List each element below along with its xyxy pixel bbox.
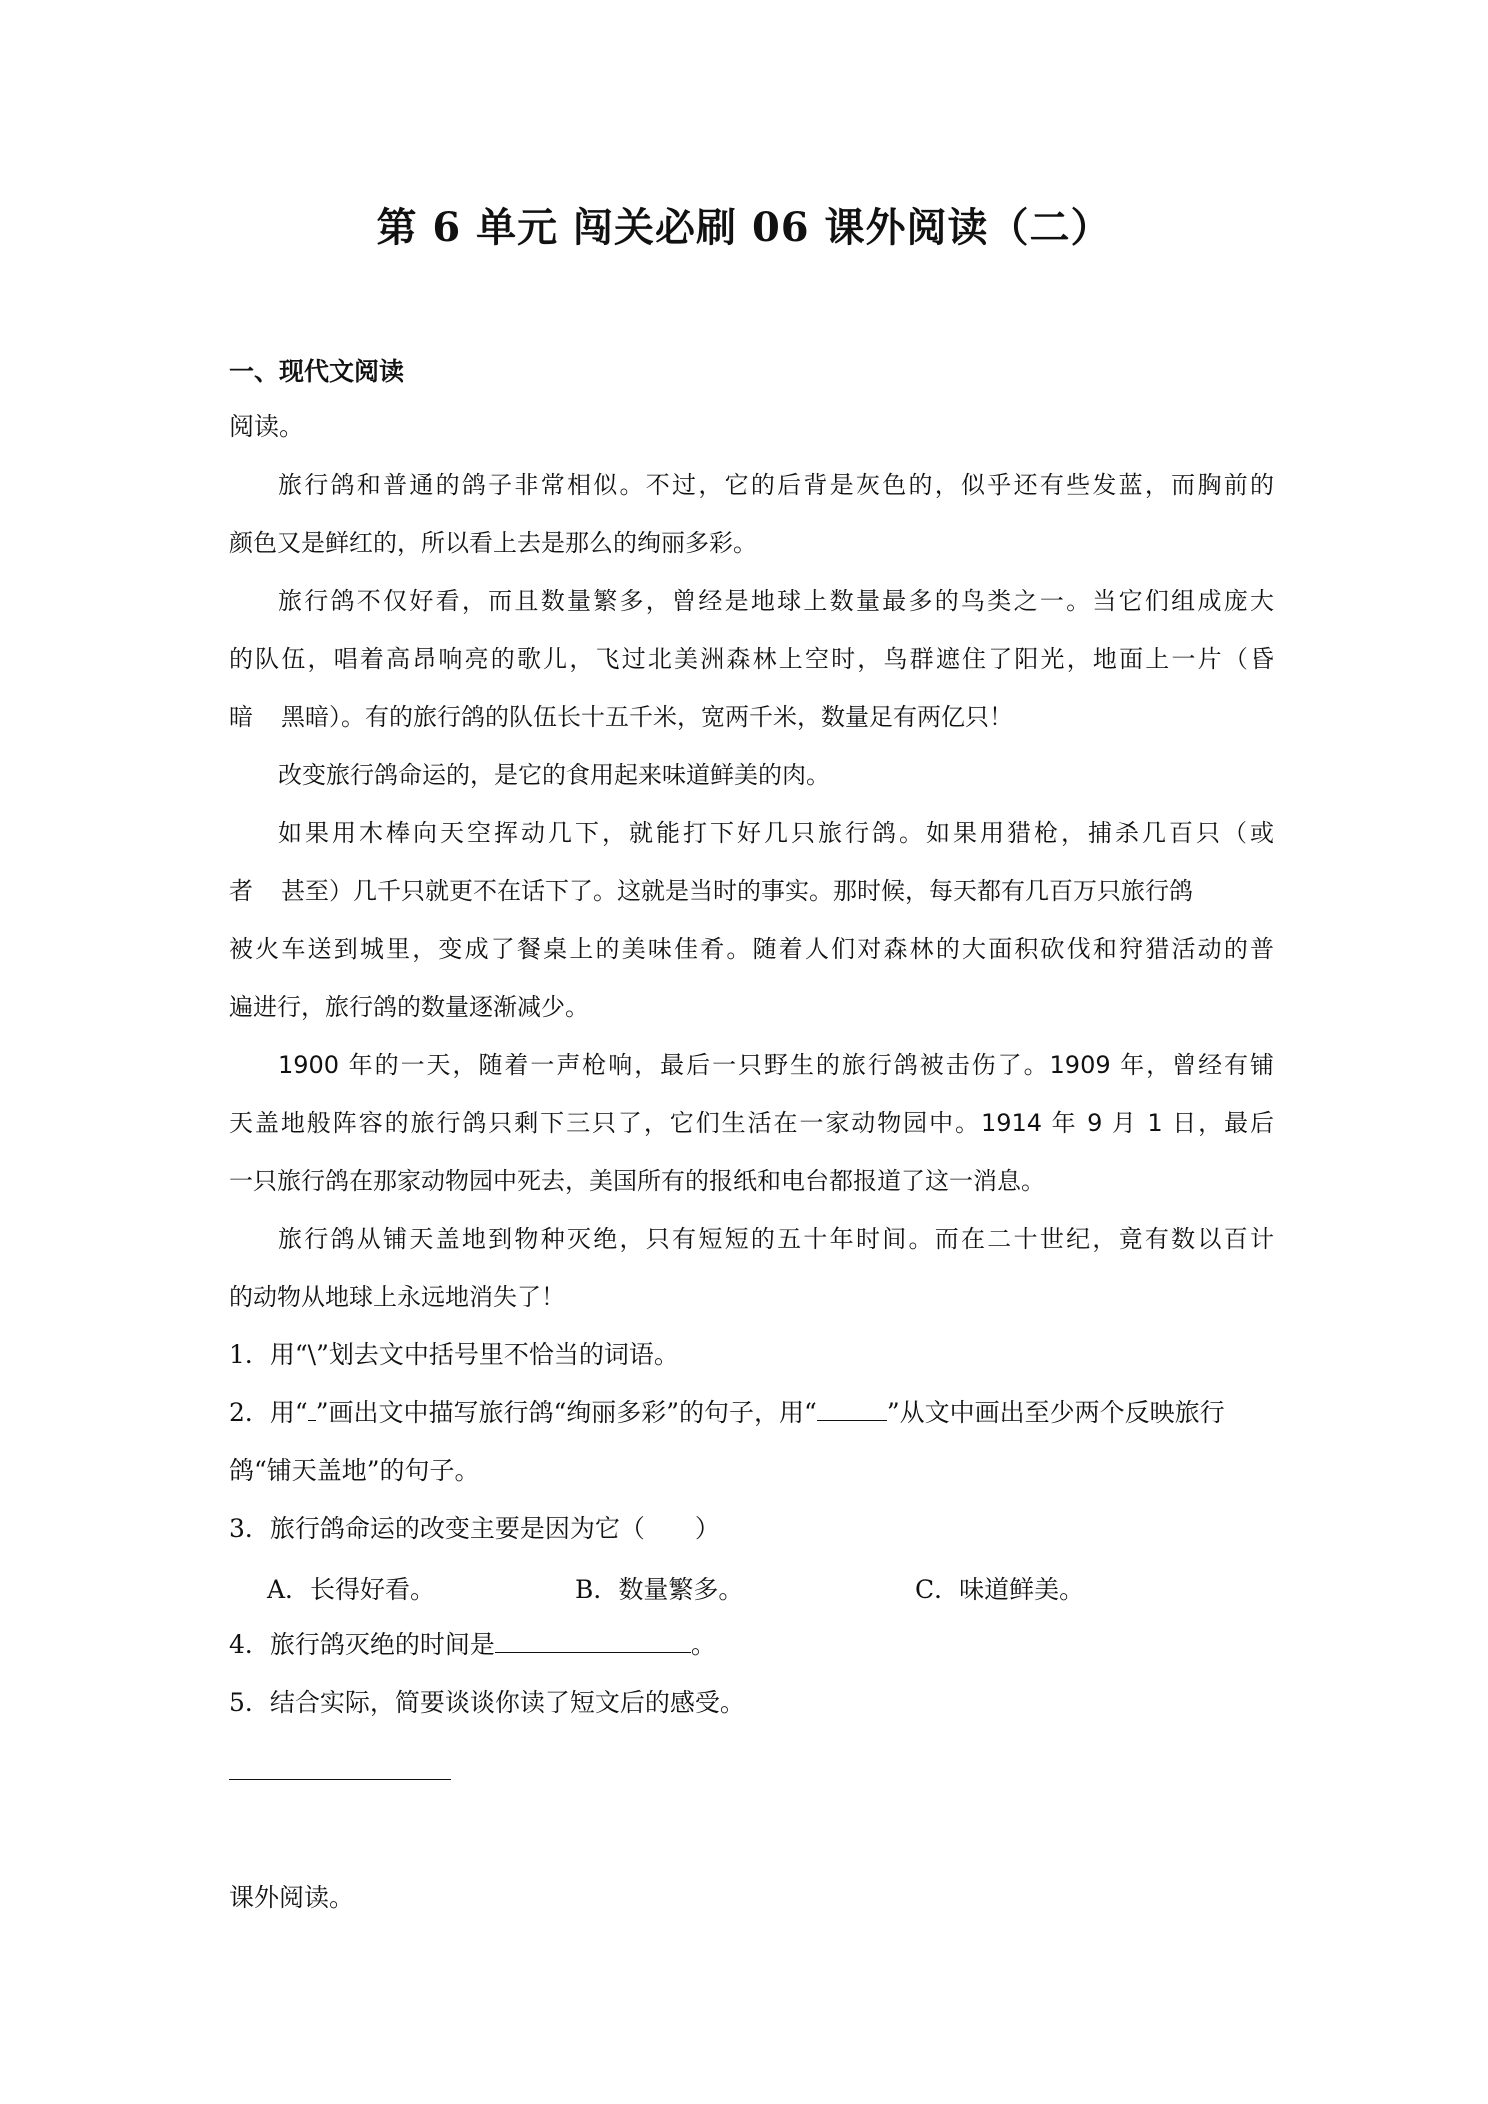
passage-line <box>229 700 1274 734</box>
option-c: C．味道鲜美。 <box>915 1575 1085 1604</box>
passage-line <box>229 874 1274 908</box>
question-2-continued: 鸽“铺天盖地”的句子。 <box>229 1456 480 1485</box>
passage-line: 如果用木棒向天空挥动几下，就能打下好几只旅行鸽。如果用猎枪，捕杀几百只（或 <box>278 819 1274 847</box>
section-heading: 一、现代文阅读 <box>229 357 405 386</box>
option-a: A．长得好看。 <box>267 1575 436 1604</box>
page-title: 第 6 单元 闯关必刷 06 课外阅读（二） <box>376 204 1112 251</box>
passage-line: 遍进行，旅行鸽的数量逐渐减少。 <box>229 993 589 1021</box>
passage-line: 旅行鸽从铺天盖地到物种灭绝，只有短短的五十年时间。而在二十世纪，竟有数以百计 <box>278 1225 1274 1253</box>
question-text: 4．旅行鸽灭绝的时间是 <box>229 1630 495 1659</box>
question-text: ”从文中画出至少两个反映旅行 <box>886 1398 1225 1427</box>
passage-line: 的队伍，唱着高昂响亮的歌儿，飞过北美洲森林上空时，鸟群遮住了阳光，地面上一片（昏 <box>229 645 1274 673</box>
question-5: 5．结合实际，简要谈谈你读了短文后的感受。 <box>229 1688 745 1717</box>
question-text: 2．用“ <box>229 1398 308 1427</box>
answer-blank <box>495 1628 691 1653</box>
passage-text: 暗 <box>229 703 253 731</box>
option-b: B．数量繁多。 <box>575 1575 744 1604</box>
passage-text: 甚至）几千只就更不在话下了。这就是当时的事实。那时候，每天都有几百万只旅行鸽 <box>281 877 1193 905</box>
passage-line: 一只旅行鸽在那家动物园中死去，美国所有的报纸和电台都报道了这一消息。 <box>229 1167 1045 1195</box>
footnote-divider <box>229 1779 451 1780</box>
question-1: 1．用“\”划去文中括号里不恰当的词语。 <box>229 1340 679 1369</box>
question-text: 。 <box>690 1630 716 1659</box>
passage-line: 1900 年的一天，随着一声枪响，最后一只野生的旅行鸽被击伤了。1909 年，曾经有铺 <box>278 1051 1274 1079</box>
next-section-label: 课外阅读。 <box>229 1883 355 1912</box>
passage-text: 者 <box>229 877 253 905</box>
passage-line: 的动物从地球上永远地消失了！ <box>229 1283 565 1311</box>
passage-text: 黑暗）。有的旅行鸽的队伍长十五千米，宽两千米，数量足有两亿只！ <box>281 703 1013 731</box>
answer-blank <box>308 1398 316 1421</box>
passage-line: 颜色又是鲜红的，所以看上去是那么的绚丽多彩。 <box>229 529 757 557</box>
question-text: ”画出文中描写旅行鸽“绚丽多彩”的句子，用“ <box>315 1398 817 1427</box>
section-intro: 阅读。 <box>229 412 305 441</box>
passage-line: 天盖地般阵容的旅行鸽只剩下三只了，它们生活在一家动物园中。1914 年 9 月 1 日，最后 <box>229 1109 1274 1137</box>
passage-line: 旅行鸽和普通的鸽子非常相似。不过，它的后背是灰色的，似乎还有些发蓝，而胸前的 <box>278 471 1274 499</box>
question-3: 3．旅行鸽命运的改变主要是因为它（ ） <box>229 1514 720 1543</box>
question-2 <box>229 1396 1274 1430</box>
passage-line: 被火车送到城里，变成了餐桌上的美味佳肴。随着人们对森林的大面积砍伐和狩猎活动的普 <box>229 935 1274 963</box>
question-4 <box>229 1628 1274 1662</box>
passage-line: 改变旅行鸽命运的，是它的食用起来味道鲜美的肉。 <box>278 761 830 789</box>
passage-line: 旅行鸽不仅好看，而且数量繁多，曾经是地球上数量最多的鸟类之一。当它们组成庞大 <box>278 587 1274 615</box>
answer-blank <box>817 1398 887 1421</box>
